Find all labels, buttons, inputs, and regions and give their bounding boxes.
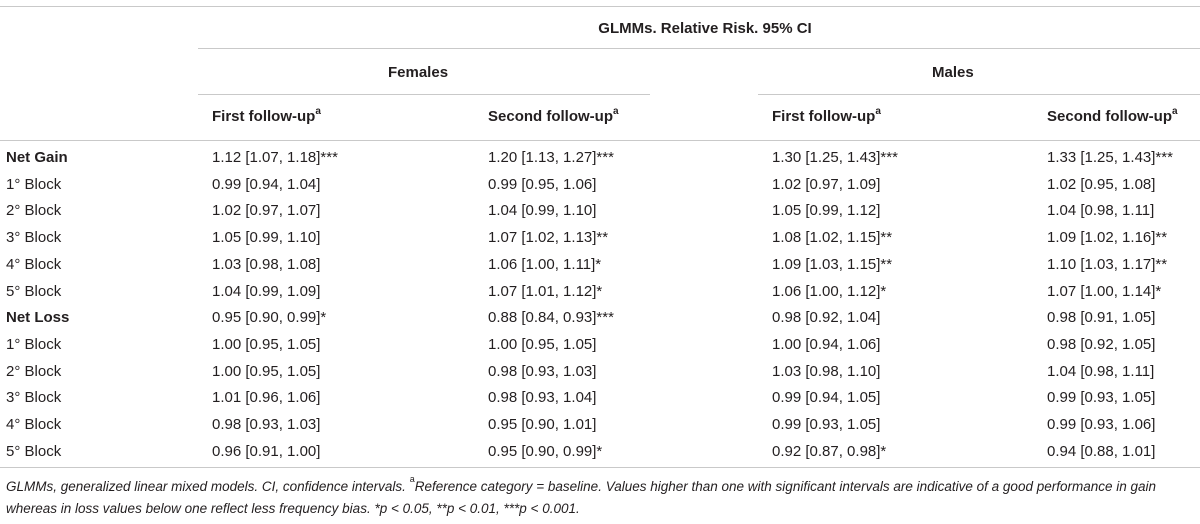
title-underline — [198, 48, 1200, 49]
table-cell: 1.02 [0.97, 1.07] — [212, 202, 321, 219]
col-females-second — [488, 108, 619, 126]
table-cell: 1.07 [1.01, 1.12]* — [488, 283, 603, 300]
header-bottom-rule — [0, 140, 1200, 141]
table-cell: 1.07 [1.00, 1.14]* — [1047, 283, 1162, 300]
table-cell: 1.00 [0.95, 1.05] — [212, 363, 321, 380]
table-cell: 1.05 [0.99, 1.10] — [212, 229, 321, 246]
group-males: Males — [932, 64, 974, 81]
col-label: Second follow-up — [1047, 108, 1172, 125]
footnote-text: GLMMs, generalized linear mixed models. CI, confidence intervals. — [6, 479, 410, 494]
row-label: Net Gain — [6, 149, 68, 166]
table-cell: 1.05 [0.99, 1.12] — [772, 202, 881, 219]
table-cell: 0.95 [0.90, 0.99]* — [212, 309, 327, 326]
row-label: 2° Block — [6, 363, 62, 380]
table-cell: 1.12 [1.07, 1.18]*** — [212, 149, 338, 166]
footnote-text-continued: Reference category = baseline. Values higher than one with significant intervals are indicative of a good performance in gain whereas in loss values below one reflect less frequency bias. *p < 0.05, **p < 0.01, ***p < 0.001. — [6, 479, 1157, 516]
table-cell: 0.95 [0.90, 0.99]* — [488, 443, 603, 460]
col-females-first — [212, 108, 321, 126]
col-superscript: a — [613, 106, 619, 117]
table-cell: 0.98 [0.92, 1.04] — [772, 309, 881, 326]
table-cell: 0.94 [0.88, 1.01] — [1047, 443, 1156, 460]
row-label: 1° Block — [6, 176, 62, 193]
table-cell: 1.02 [0.95, 1.08] — [1047, 176, 1156, 193]
table-cell: 0.99 [0.95, 1.06] — [488, 176, 597, 193]
col-males-second — [1047, 108, 1178, 126]
table-cell: 1.07 [1.02, 1.13]** — [488, 229, 609, 246]
table-bottom-rule — [0, 467, 1200, 468]
table-cell: 0.98 [0.93, 1.03] — [488, 363, 597, 380]
col-label: Second follow-up — [488, 108, 613, 125]
row-label: 3° Block — [6, 229, 62, 246]
table-cell: 1.20 [1.13, 1.27]*** — [488, 149, 614, 166]
table-cell: 1.08 [1.02, 1.15]** — [772, 229, 893, 246]
table-cell: 1.06 [1.00, 1.11]* — [488, 256, 602, 273]
table-cell: 0.99 [0.94, 1.04] — [212, 176, 321, 193]
table-cell: 0.98 [0.93, 1.03] — [212, 416, 321, 433]
table-cell: 1.03 [0.98, 1.08] — [212, 256, 321, 273]
table-cell: 0.92 [0.87, 0.98]* — [772, 443, 887, 460]
table-cell: 1.04 [0.99, 1.09] — [212, 283, 321, 300]
row-label: 2° Block — [6, 202, 62, 219]
table-footnote — [6, 476, 1196, 520]
table-cell: 1.04 [0.98, 1.11] — [1047, 202, 1155, 219]
table-cell: 1.09 [1.02, 1.16]** — [1047, 229, 1168, 246]
table-cell: 1.10 [1.03, 1.17]** — [1047, 256, 1168, 273]
footnote-superscript: a — [409, 474, 415, 484]
table-cell: 1.30 [1.25, 1.43]*** — [772, 149, 898, 166]
col-superscript: a — [315, 106, 321, 117]
table-cell: 1.00 [0.95, 1.05] — [488, 336, 597, 353]
col-males-first — [772, 108, 881, 126]
row-label: 4° Block — [6, 416, 62, 433]
table-cell: 0.88 [0.84, 0.93]*** — [488, 309, 614, 326]
table-cell: 1.06 [1.00, 1.12]* — [772, 283, 887, 300]
col-label: First follow-up — [772, 108, 876, 125]
table-title: GLMMs. Relative Risk. 95% CI — [598, 20, 812, 37]
group-females: Females — [388, 64, 449, 81]
females-underline — [198, 94, 650, 95]
row-label: 5° Block — [6, 283, 62, 300]
table-cell: 1.01 [0.96, 1.06] — [212, 389, 321, 406]
table-cell: 1.09 [1.03, 1.15]** — [772, 256, 893, 273]
row-label: Net Loss — [6, 309, 70, 326]
col-superscript: a — [875, 106, 881, 117]
table-cell: 0.98 [0.93, 1.04] — [488, 389, 597, 406]
table-cell: 1.03 [0.98, 1.10] — [772, 363, 881, 380]
table-cell: 1.02 [0.97, 1.09] — [772, 176, 881, 193]
top-rule — [0, 6, 1200, 7]
table-cell: 1.04 [0.98, 1.11] — [1047, 363, 1155, 380]
col-superscript: a — [1172, 106, 1178, 117]
table-cell: 1.04 [0.99, 1.10] — [488, 202, 597, 219]
table-cell: 1.33 [1.25, 1.43]*** — [1047, 149, 1173, 166]
table-cell: 0.99 [0.93, 1.06] — [1047, 416, 1156, 433]
table-cell: 1.00 [0.94, 1.06] — [772, 336, 881, 353]
row-label: 3° Block — [6, 389, 62, 406]
table-cell: 0.95 [0.90, 1.01] — [488, 416, 597, 433]
table-cell: 0.99 [0.93, 1.05] — [1047, 389, 1156, 406]
males-underline — [758, 94, 1200, 95]
table-cell: 0.99 [0.94, 1.05] — [772, 389, 881, 406]
row-label: 4° Block — [6, 256, 62, 273]
table-cell: 0.99 [0.93, 1.05] — [772, 416, 881, 433]
table-cell: 1.00 [0.95, 1.05] — [212, 336, 321, 353]
row-label: 1° Block — [6, 336, 62, 353]
col-label: First follow-up — [212, 108, 316, 125]
row-label: 5° Block — [6, 443, 62, 460]
table-cell: 0.96 [0.91, 1.00] — [212, 443, 321, 460]
table-cell: 0.98 [0.92, 1.05] — [1047, 336, 1156, 353]
table-cell: 0.98 [0.91, 1.05] — [1047, 309, 1156, 326]
